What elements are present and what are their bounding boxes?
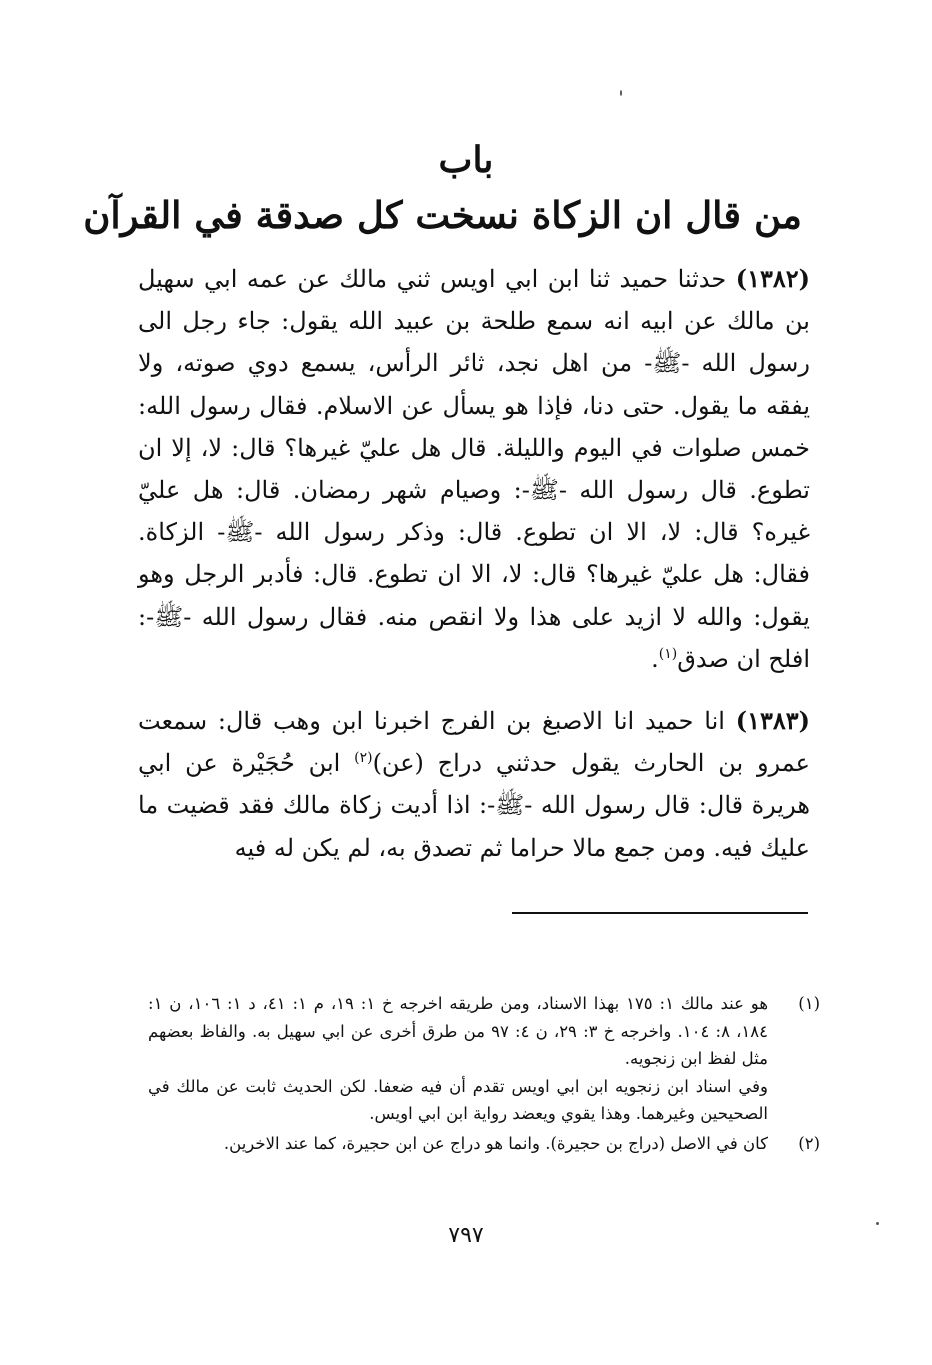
footnote-divider: [512, 912, 808, 914]
footnote-ref-1[interactable]: (١): [658, 645, 678, 662]
chapter-label: باب: [438, 139, 494, 181]
footnote-body: [148, 990, 768, 1128]
hadith-text: انا حميد انا الاصبغ بن الفرج اخبرنا ابن وهب قال: سمعت عمرو بن الحارث يقول حدثني دراج (عن): [138, 707, 810, 778]
footnotes: [148, 990, 820, 1159]
footnote-ref-2[interactable]: (٢): [354, 750, 373, 767]
hadith-text-continued: ابن حُجَيْرة عن ابي هريرة قال: قال رسول الله -ﷺ-: اذا أديت زكاة مالك فقد قضيت ما عليك فيه. ومن جمع مالا حراما ثم تصدق به، لم يكن له فيه: [138, 749, 810, 862]
hadith-text: حدثنا حميد ثنا ابن ابي اويس ثني مالك عن عمه ابي سهيل بن مالك عن ابيه انه سمع طلحة بن عبيد الله يقول: جاء رجل الى رسول الله -ﷺ- من اهل نجد، ثائر الرأس، يسمع دوي صوته، ولا يفقه ما يقول. حتى دنا، فإذا هو يسأل عن الاسلام. فقال رسول الله: خمس صلوات في اليوم والليلة. قال هل عليّ غيرها؟ قال: لا، إلا ان تطوع. قال رسول الله -ﷺ-: وصيام شهر رمضان. قال: هل عليّ غيره؟ قال: لا، الا ان تطوع. قال: وذكر رسول الله -ﷺ- الزكاة. فقال: هل عليّ غيرها؟ قال: لا، الا ان تطوع. قال: فأدبر الرجل وهو يقول: والله لا ازيد على هذا ولا انقص منه. فقال رسول الله -ﷺ-: افلح ان صدق: [138, 265, 810, 673]
footnote-body: [148, 1130, 768, 1158]
page-number: ٧٩٧: [448, 1223, 484, 1248]
footnote-number: (١): [798, 994, 820, 1013]
hadith-number: (١٣٨٣): [735, 706, 811, 735]
hadith-1382: [138, 258, 810, 680]
footnote-paragraph: هو عند مالك ١: ١٧٥ بهذا الاسناد، ومن طريقه اخرجه خ ١: ١٩، م ١: ٤١، د ١: ١٠٦، ن ١: ١٨٤، ٨: ١٠٤. واخرجه خ ٣: ٢٩، ن ٤: ٩٧ من طرق أخرى عن ابي سهيل به. والفاظ بعضهم مثل لفظ ابن زنجويه.: [148, 994, 769, 1068]
chapter-title: من قال ان الزكاة نسخت كل صدقة في القرآن: [83, 193, 802, 237]
scan-speck: [620, 90, 622, 96]
footnote-1: [148, 990, 820, 1128]
footnote-number: (٢): [798, 1133, 820, 1153]
hadith-1383: [138, 700, 810, 869]
footnote-paragraph: وفي اسناد ابن زنجويه ابن ابي اويس تقدم أن فيه ضعفا. لكن الحديث ثابت عن مالك في الصحيحين وغيرهما. وهذا يقوي ويعضد رواية ابن ابي اويس.: [148, 1076, 768, 1123]
scan-speck: [876, 1222, 879, 1225]
footnote-paragraph: كان في الاصل (دراج بن حجيرة). وانما هو دراج عن ابن حجيرة، كما عند الاخرين.: [223, 1133, 768, 1153]
footnote-2: [148, 1130, 820, 1158]
hadith-number: (١٣٨٢): [735, 264, 810, 293]
hadith-end: .: [651, 644, 659, 673]
